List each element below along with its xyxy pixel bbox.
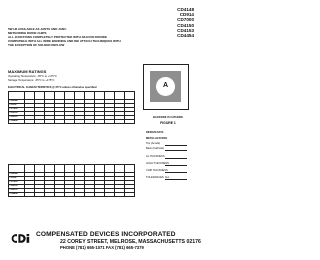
rating-note: Operating Temperature: -65°C to +175°C: [8, 75, 57, 78]
table-cell: [65, 119, 75, 123]
table-cell: [85, 192, 95, 196]
table-cell: [25, 192, 35, 196]
table-cell: [95, 192, 105, 196]
header-line-2: METEORING DIODE CHIPS: [8, 31, 47, 35]
part-number-cell: CD4153: [9, 115, 25, 119]
table1-caption: ELECTRICAL CHARACTERISTICS @ 25°C unless otherwise specified: [8, 86, 97, 89]
header-line-3: ALL JUNCTIONS COMPLETELY PROTECTED WITH SILICON DIOXIDE: [8, 35, 107, 39]
value-rule: [165, 158, 187, 159]
value-rule: [165, 172, 187, 173]
table-header-cell: [75, 165, 85, 173]
figure-note: BACKSIDE IS CATHODE: [152, 116, 184, 119]
header-line-5: THE EXCEPTION OF SOLDER REFLOW: [8, 43, 65, 47]
part-number: CD4153: [177, 27, 194, 33]
die-outline: [143, 64, 189, 110]
table-cell: [55, 119, 65, 123]
header-line-4: COMPATIBLE WITH ALL WIRE BONDING AND DIE ATTACH TECHNIQUES WITH: [8, 39, 121, 43]
design-line: CHIP THICKNESS: [146, 169, 168, 172]
table-header-cell: [9, 165, 25, 173]
table-header-cell: [45, 165, 55, 173]
table-header-cell: [25, 92, 35, 100]
electrical-characteristics-table-2: [8, 164, 135, 197]
part-number: CD4454: [177, 33, 194, 39]
table-header-cell: [65, 165, 75, 173]
value-rule: [165, 165, 187, 166]
table-cell: [125, 119, 135, 123]
value-rule: [165, 179, 187, 180]
part-number-cell: CD914: [9, 103, 25, 107]
ratings-title: MAXIMUM RATINGS: [8, 69, 47, 74]
table-row: [9, 192, 135, 196]
table-header-cell: [25, 165, 35, 173]
table-header-cell: [65, 92, 75, 100]
table-header-cell: [125, 92, 135, 100]
header-line-1: 5W H6 AVAILABLE AS JANTX AND JANC: [8, 27, 67, 31]
table-header-cell: [125, 165, 135, 173]
table-cell: [95, 119, 105, 123]
company-address: 22 COREY STREET, MELROSE, MASSACHUSETTS 02176: [60, 239, 201, 245]
table-header-cell: [35, 165, 45, 173]
table-row: [9, 119, 135, 123]
anode-bond-pad: [156, 77, 175, 96]
table-header-cell: [115, 92, 125, 100]
die-metallization: [150, 71, 181, 102]
part-number-cell: CD4153: [9, 188, 25, 192]
table-cell: [55, 192, 65, 196]
design-line: AL THICKNESS: [146, 155, 165, 158]
metallization-title: METALLIZATION:: [146, 137, 168, 140]
part-number-cell: CD4148: [9, 99, 25, 103]
rating-note: Storage Temperature: -65°C to +175°C: [8, 79, 55, 82]
design-data-title: DESIGN DATA: [146, 131, 164, 134]
table-header-cell: [55, 165, 65, 173]
part-number-list: [166, 7, 194, 38]
value-rule: [165, 150, 187, 151]
table-header-cell: [35, 92, 45, 100]
table-cell: [105, 192, 115, 196]
part-number-cell: CD7000: [9, 107, 25, 111]
part-number: CD914: [179, 12, 194, 18]
table-cell: [75, 192, 85, 196]
table-header-cell: [95, 165, 105, 173]
table-header-cell: [95, 92, 105, 100]
value-rule: [165, 145, 187, 146]
table-header-cell: [45, 92, 55, 100]
table-cell: [35, 192, 45, 196]
part-number-cell: CD4150: [9, 184, 25, 188]
electrical-characteristics-table: [8, 91, 135, 124]
table-cell: [75, 119, 85, 123]
table-header-cell: [105, 165, 115, 173]
table-cell: [25, 119, 35, 123]
figure-caption: FIGURE 1: [160, 121, 176, 125]
part-number-cell: CD7000: [9, 180, 25, 184]
table-cell: [45, 192, 55, 196]
design-line: TOLERANCES: ALL: [146, 176, 170, 179]
part-number: CD4150: [177, 22, 194, 28]
table-cell: [45, 119, 55, 123]
design-line: GOLD THICKNESS: [146, 162, 169, 165]
table-header-cell: [85, 165, 95, 173]
table-header-row: [9, 165, 135, 173]
table-cell: [35, 119, 45, 123]
part-number-cell: CD914: [9, 176, 25, 180]
table-header-cell: [105, 92, 115, 100]
design-line: Back (Cathode): [146, 147, 165, 150]
part-number: CD7000: [177, 17, 194, 23]
table-header-cell: [55, 92, 65, 100]
table-cell: [85, 119, 95, 123]
table-header-cell: [9, 92, 25, 100]
table-header-cell: [75, 92, 85, 100]
part-number: CD4148: [177, 7, 194, 12]
table-header-cell: [85, 92, 95, 100]
cdi-logo: [9, 232, 31, 245]
pad-label: A: [162, 82, 169, 89]
part-number-cell: CD4148: [9, 172, 25, 176]
part-number-cell: CD4454: [9, 192, 25, 196]
table-header-row: [9, 92, 135, 100]
company-name: COMPENSATED DEVICES INCORPORATED: [36, 231, 176, 238]
table-cell: [115, 192, 125, 196]
part-number-cell: CD4150: [9, 111, 25, 115]
design-line: Top (Anode): [146, 142, 161, 145]
table-cell: [125, 192, 135, 196]
table-header-cell: [115, 165, 125, 173]
table-cell: [105, 119, 115, 123]
table-cell: [115, 119, 125, 123]
part-number-cell: CD4454: [9, 119, 25, 123]
table-cell: [65, 192, 75, 196]
company-phone: PHONE (781) 665-1071 FAX (781) 665-7379: [60, 245, 144, 250]
